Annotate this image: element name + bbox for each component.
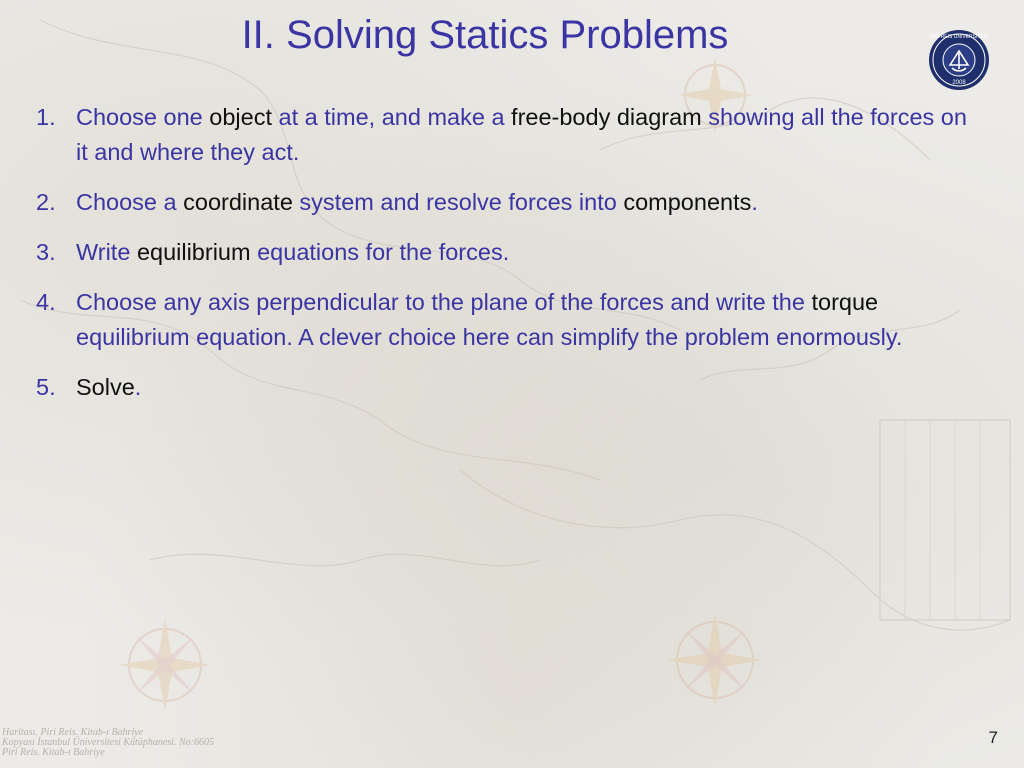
step-text: Write xyxy=(76,239,137,265)
keyword: torque xyxy=(811,289,879,315)
step-text: . xyxy=(134,374,142,400)
steps-list xyxy=(36,100,976,420)
list-number: 1. xyxy=(36,104,56,130)
list-number: 5. xyxy=(36,374,56,400)
logo-year: 2008 xyxy=(952,80,966,86)
credit-line: Haritası. Piri Reis. Kitab-ı Bahriye xyxy=(2,727,144,738)
keyword: object xyxy=(209,104,272,130)
list-item xyxy=(36,285,976,355)
logo-ring-text: PIRI REIS ÜNIVERSITESI xyxy=(929,34,989,40)
step-text: equations for the forces. xyxy=(250,239,510,265)
keyword: free-body diagram xyxy=(511,104,702,130)
list-number: 3. xyxy=(36,239,56,265)
step-text: . xyxy=(751,189,758,215)
step-text: Choose a xyxy=(76,189,184,215)
keyword: equilibrium xyxy=(136,239,251,265)
step-text: Choose one xyxy=(76,104,210,130)
credit-line: Kopyası İstanbul Üniversitesi Kütüphanesi. No:6605 xyxy=(2,737,214,748)
compass-rose-icon xyxy=(667,612,763,708)
keyword: components xyxy=(623,189,752,215)
step-text: at a time, and make a xyxy=(272,104,512,130)
slide-title: II. Solving Statics Problems xyxy=(241,13,729,57)
step-text: equilibrium equation. A clever choice here can simplify the problem enormously. xyxy=(76,324,903,350)
step-text: Choose any axis perpendicular to the plane of the forces and write the xyxy=(76,289,812,315)
step-text: showing all the forces on it and where they act. xyxy=(76,104,967,165)
compass-rose-icon xyxy=(119,619,211,711)
map-credit xyxy=(2,728,222,758)
credit-line: Piri Reis. Kitab-ı Bahriye xyxy=(2,747,105,758)
list-item xyxy=(36,100,976,170)
keyword: coordinate xyxy=(183,189,293,215)
university-logo xyxy=(928,29,990,91)
keyword: Solve xyxy=(76,374,135,400)
step-text: system and resolve forces into xyxy=(292,189,624,215)
list-item xyxy=(36,185,976,220)
list-number: 4. xyxy=(36,289,56,315)
list-number: 2. xyxy=(36,189,56,215)
page-number: 7 xyxy=(988,728,998,747)
list-item xyxy=(36,235,976,270)
list-item xyxy=(36,370,976,405)
